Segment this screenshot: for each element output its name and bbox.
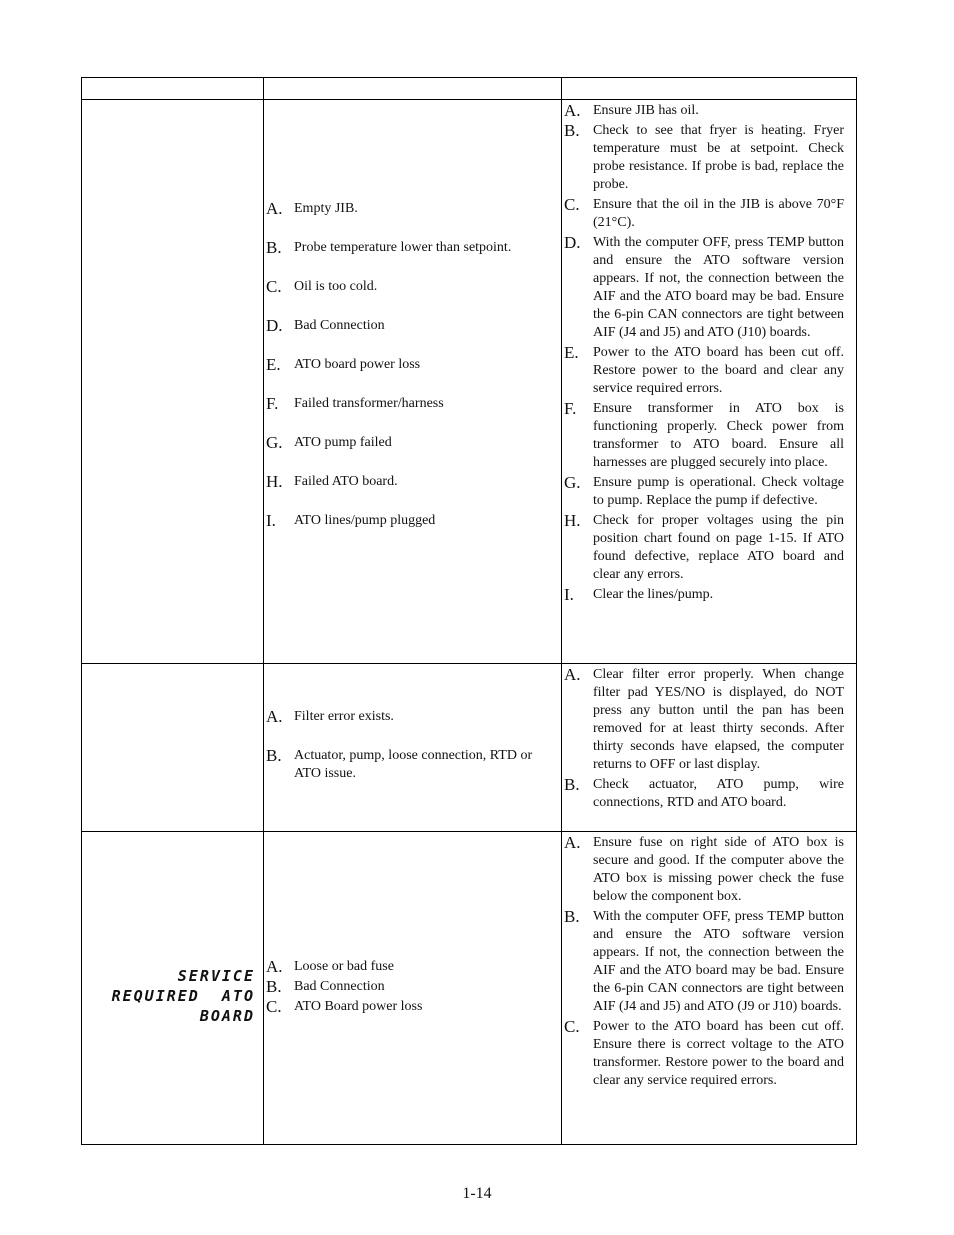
action-list — [562, 102, 844, 606]
list-item: B. Check to see that fryer is heating. Fryer temperature must be at setpoint. Check probe resistance. If probe is bad, replace the probe. — [564, 121, 844, 192]
list-item: F. Ensure transformer in ATO box is functioning properly. Check power from transformer to ATO board. Ensure all harnesses are plugged securely into place. — [564, 399, 844, 470]
list-item: B. Bad Connection — [266, 977, 385, 996]
list-item: B. Probe temperature lower than setpoint. — [266, 238, 512, 257]
list-item: B. With the computer OFF, press TEMP button and ensure the ATO software version appears. If not, the connection between the AIF and the ATO board may be bad. Ensure the 6-pin CAN connectors are tight between AIF (J4 and J5) and ATO (J9 or J10) boards. — [564, 907, 844, 1014]
actions-cell — [562, 100, 857, 664]
list-item: A. Clear filter error properly. When change filter pad YES/NO is displayed, do NOT press any button until the pan has been removed for at least thirty seconds. After thirty seconds have elapsed, the computer returns to OFF or last display. — [564, 665, 844, 772]
list-item: A. Ensure fuse on right side of ATO box is secure and good. If the computer above the ATO box is missing power check the fuse below the component box. — [564, 833, 844, 904]
list-item: F. Failed transformer/harness — [266, 394, 444, 413]
actions-cell — [562, 832, 857, 1145]
list-item: H. Failed ATO board. — [266, 472, 398, 491]
header-corrective-action — [562, 78, 857, 100]
list-item: C. ATO Board power loss — [266, 997, 423, 1016]
problem-cell — [82, 832, 264, 1145]
list-item: D. With the computer OFF, press TEMP button and ensure the ATO software version appears. If not, the connection between the AIF and the ATO board may be bad. Ensure the 6-pin CAN connectors are tight between AIF (J4 and J5) and ATO (J10) boards. — [564, 233, 844, 340]
causes-cell — [264, 832, 562, 1145]
action-list — [562, 666, 844, 814]
action-list — [562, 834, 844, 1092]
problem-cell — [82, 100, 264, 664]
list-item: A. Filter error exists. — [266, 707, 394, 726]
list-item: G. Ensure pump is operational. Check voltage to pump. Replace the pump if defective. — [564, 473, 844, 508]
list-item: C. Oil is too cold. — [266, 277, 378, 296]
cause-list — [264, 200, 555, 530]
list-item: B. Check actuator, ATO pump, wire connections, RTD and ATO board. — [564, 775, 844, 810]
cause-list — [264, 708, 555, 783]
list-item: C. Power to the ATO board has been cut off. Ensure there is correct voltage to the ATO transformer. Restore power to the board and clear any service required errors. — [564, 1017, 844, 1088]
list-item: A. Empty JIB. — [266, 199, 358, 218]
list-item: E. ATO board power loss — [266, 355, 421, 374]
list-item: G. ATO pump failed — [266, 433, 392, 452]
list-item: H. Check for proper voltages using the pin position chart found on page 1-15. If ATO found defective, replace ATO board and clear any errors. — [564, 511, 844, 582]
problem-display-text: SERVICE REQUIRED ATO BOARD — [111, 967, 255, 1025]
table-row — [82, 832, 857, 1145]
table-row — [82, 100, 857, 664]
troubleshooting-table — [81, 77, 857, 1145]
list-item: E. Power to the ATO board has been cut off. Restore power to the board and clear any service required errors. — [564, 343, 844, 396]
causes-cell — [264, 664, 562, 832]
page-number: 1-14 — [462, 1185, 492, 1202]
list-item: D. Bad Connection — [266, 316, 385, 335]
table-row — [82, 664, 857, 832]
list-item: B. Actuator, pump, loose connection, RTD or ATO issue. — [266, 746, 533, 781]
causes-cell — [264, 100, 562, 664]
list-item: I. Clear the lines/pump. — [564, 585, 714, 604]
header-problem — [82, 78, 264, 100]
cause-list — [264, 958, 555, 1016]
list-item: A. Loose or bad fuse — [266, 957, 394, 976]
list-item: C. Ensure that the oil in the JIB is above 70°F (21°C). — [564, 195, 844, 230]
list-item: A. Ensure JIB has oil. — [564, 101, 699, 120]
problem-cell — [82, 664, 264, 832]
table-header-row — [82, 78, 857, 100]
actions-cell — [562, 664, 857, 832]
list-item: I. ATO lines/pump plugged — [266, 511, 436, 530]
header-probable-causes — [264, 78, 562, 100]
